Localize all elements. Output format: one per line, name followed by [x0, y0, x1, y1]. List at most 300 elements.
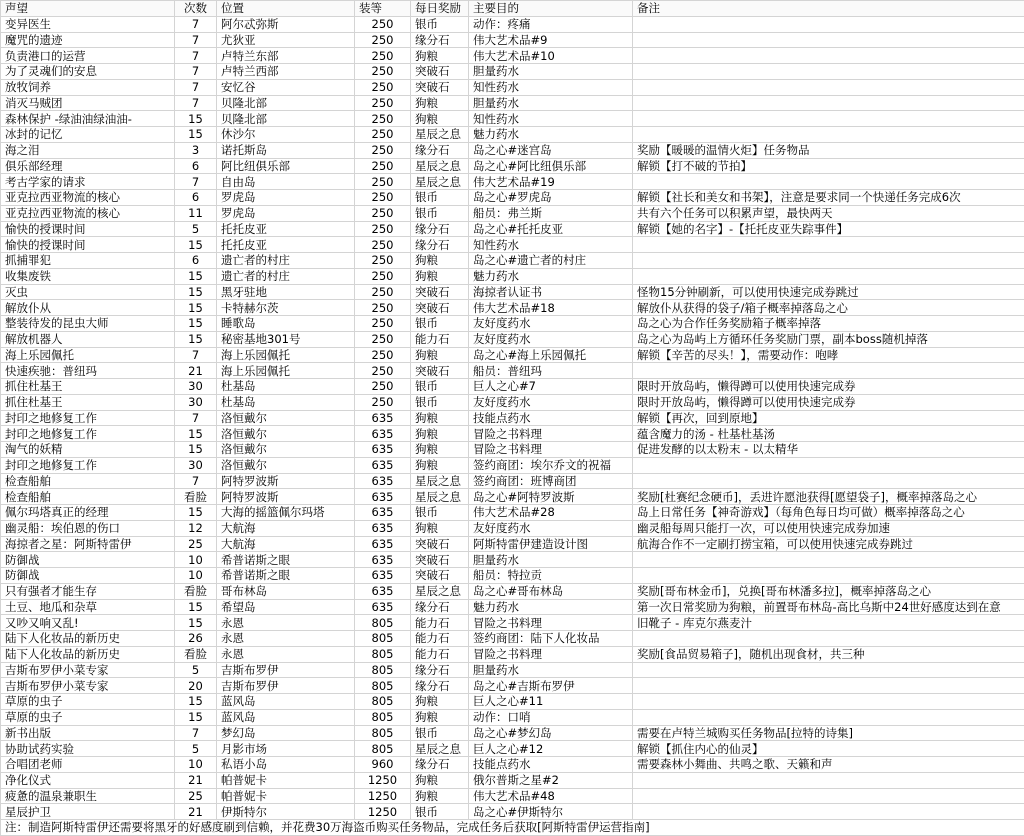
cell-remark[interactable]: 解锁【社长和美女和书架】，注意是要求同一个快递任务完成6次: [633, 190, 1024, 206]
cell-item-level[interactable]: 635: [355, 568, 411, 584]
cell-remark[interactable]: 岛上日常任务【神奇游戏】（每角色每日均可做）概率掉落岛之心: [633, 505, 1024, 521]
cell-reputation[interactable]: 愉快的授课时间: [1, 221, 175, 237]
cell-item-level[interactable]: 250: [355, 237, 411, 253]
cell-remark[interactable]: 奖励[杜赛纪念硬币]，丢进许愿池获得[愿望袋子]，概率掉落岛之心: [633, 489, 1024, 505]
cell-reputation[interactable]: 只有强者才能生存: [1, 583, 175, 599]
cell-count[interactable]: 26: [175, 631, 217, 647]
cell-daily-reward[interactable]: 突破石: [411, 79, 469, 95]
header-cell-daily-reward[interactable]: 每日奖励: [411, 1, 469, 17]
cell-location[interactable]: 海上乐园佩托: [217, 347, 355, 363]
cell-main-purpose[interactable]: 海掠者认证书: [469, 284, 633, 300]
cell-daily-reward[interactable]: 缘分石: [411, 142, 469, 158]
cell-remark[interactable]: 解放仆从获得的袋子/箱子概率掉落岛之心: [633, 300, 1024, 316]
cell-main-purpose[interactable]: 知性药水: [469, 79, 633, 95]
cell-location[interactable]: 大海的摇篮佩尔玛塔: [217, 505, 355, 521]
cell-main-purpose[interactable]: 岛之心#罗虎岛: [469, 190, 633, 206]
cell-count[interactable]: 30: [175, 457, 217, 473]
cell-count[interactable]: 7: [175, 174, 217, 190]
cell-main-purpose[interactable]: 友好度药水: [469, 520, 633, 536]
cell-daily-reward[interactable]: 突破石: [411, 300, 469, 316]
cell-count[interactable]: 15: [175, 111, 217, 127]
cell-count[interactable]: 看脸: [175, 583, 217, 599]
cell-main-purpose[interactable]: 冒险之书料理: [469, 646, 633, 662]
cell-main-purpose[interactable]: 岛之心#吉斯布罗伊: [469, 678, 633, 694]
cell-remark[interactable]: 解锁【打不破的节拍】: [633, 158, 1024, 174]
cell-main-purpose[interactable]: 岛之心#梦幻岛: [469, 725, 633, 741]
cell-reputation[interactable]: 考古学家的请求: [1, 174, 175, 190]
cell-remark[interactable]: [633, 48, 1024, 64]
cell-item-level[interactable]: 635: [355, 426, 411, 442]
cell-location[interactable]: 洛恒戴尔: [217, 442, 355, 458]
cell-reputation[interactable]: 幽灵船：埃伯恩的伤口: [1, 520, 175, 536]
cell-location[interactable]: 卢特兰东部: [217, 48, 355, 64]
cell-main-purpose[interactable]: 签约商团：陆下人化妆品: [469, 631, 633, 647]
cell-reputation[interactable]: 灭虫: [1, 284, 175, 300]
cell-main-purpose[interactable]: 友好度药水: [469, 394, 633, 410]
cell-count[interactable]: 15: [175, 127, 217, 143]
cell-reputation[interactable]: 俱乐部经理: [1, 158, 175, 174]
cell-item-level[interactable]: 250: [355, 284, 411, 300]
cell-count[interactable]: 15: [175, 284, 217, 300]
cell-item-level[interactable]: 250: [355, 111, 411, 127]
footer-note[interactable]: 注：制造阿斯特雷伊还需要将黑牙的好感度刷到信赖，并花费30万海盗币购买任务物品，完成任务后获取[阿斯特雷伊运营指南]: [1, 820, 1024, 836]
cell-remark[interactable]: 解锁【辛苦的尽头！】，需要动作：咆哮: [633, 347, 1024, 363]
cell-remark[interactable]: [633, 568, 1024, 584]
cell-daily-reward[interactable]: 银币: [411, 379, 469, 395]
cell-remark[interactable]: 怪物15分钟刷新，可以使用快速完成券跳过: [633, 284, 1024, 300]
cell-reputation[interactable]: 愉快的授课时间: [1, 237, 175, 253]
cell-count[interactable]: 7: [175, 79, 217, 95]
cell-location[interactable]: 卡特赫尔茨: [217, 300, 355, 316]
cell-location[interactable]: 杜基岛: [217, 394, 355, 410]
cell-remark[interactable]: 岛之心为合作任务奖励箱子概率掉落: [633, 316, 1024, 332]
cell-reputation[interactable]: 海之泪: [1, 142, 175, 158]
cell-location[interactable]: 卢特兰西部: [217, 64, 355, 80]
cell-count[interactable]: 7: [175, 725, 217, 741]
cell-item-level[interactable]: 250: [355, 174, 411, 190]
cell-remark[interactable]: [633, 268, 1024, 284]
cell-location[interactable]: 帕普妮卡: [217, 772, 355, 788]
cell-location[interactable]: 梦幻岛: [217, 725, 355, 741]
cell-reputation[interactable]: 抓住杜基王: [1, 379, 175, 395]
cell-remark[interactable]: [633, 64, 1024, 80]
cell-item-level[interactable]: 635: [355, 520, 411, 536]
cell-count[interactable]: 7: [175, 32, 217, 48]
cell-location[interactable]: 阿特罗波斯: [217, 489, 355, 505]
cell-daily-reward[interactable]: 狗粮: [411, 48, 469, 64]
cell-count[interactable]: 15: [175, 599, 217, 615]
cell-main-purpose[interactable]: 魅力药水: [469, 599, 633, 615]
cell-reputation[interactable]: 变异医生: [1, 16, 175, 32]
cell-count[interactable]: 7: [175, 64, 217, 80]
cell-item-level[interactable]: 635: [355, 583, 411, 599]
cell-main-purpose[interactable]: 阿斯特雷伊建造设计图: [469, 536, 633, 552]
cell-daily-reward[interactable]: 狗粮: [411, 410, 469, 426]
cell-item-level[interactable]: 250: [355, 16, 411, 32]
cell-location[interactable]: 阿特罗波斯: [217, 473, 355, 489]
cell-remark[interactable]: [633, 32, 1024, 48]
cell-count[interactable]: 11: [175, 205, 217, 221]
cell-count[interactable]: 7: [175, 48, 217, 64]
cell-remark[interactable]: [633, 79, 1024, 95]
cell-main-purpose[interactable]: 岛之心#海上乐园佩托: [469, 347, 633, 363]
cell-daily-reward[interactable]: 银币: [411, 394, 469, 410]
cell-reputation[interactable]: 合唱团老师: [1, 757, 175, 773]
header-cell-main-purpose[interactable]: 主要目的: [469, 1, 633, 17]
cell-count[interactable]: 15: [175, 300, 217, 316]
cell-main-purpose[interactable]: 巨人之心#11: [469, 694, 633, 710]
cell-location[interactable]: 吉斯布罗伊: [217, 662, 355, 678]
cell-remark[interactable]: 解锁【她的名字】-【托托皮亚失踪事件】: [633, 221, 1024, 237]
cell-item-level[interactable]: 250: [355, 221, 411, 237]
cell-item-level[interactable]: 805: [355, 662, 411, 678]
cell-remark[interactable]: 奖励【暖暖的温情火炬】任务物品: [633, 142, 1024, 158]
cell-daily-reward[interactable]: 星辰之息: [411, 127, 469, 143]
cell-daily-reward[interactable]: 狗粮: [411, 111, 469, 127]
cell-item-level[interactable]: 250: [355, 48, 411, 64]
cell-count[interactable]: 15: [175, 442, 217, 458]
cell-location[interactable]: 洛恒戴尔: [217, 457, 355, 473]
cell-daily-reward[interactable]: 缘分石: [411, 599, 469, 615]
cell-item-level[interactable]: 635: [355, 552, 411, 568]
cell-remark[interactable]: 奖励[哥布林金币]，兑换[哥布林潘多拉]，概率掉落岛之心: [633, 583, 1024, 599]
cell-remark[interactable]: [633, 662, 1024, 678]
cell-daily-reward[interactable]: 突破石: [411, 284, 469, 300]
cell-count[interactable]: 7: [175, 410, 217, 426]
cell-count[interactable]: 21: [175, 804, 217, 820]
cell-item-level[interactable]: 960: [355, 757, 411, 773]
cell-count[interactable]: 25: [175, 536, 217, 552]
cell-location[interactable]: 黑牙驻地: [217, 284, 355, 300]
cell-location[interactable]: 贝隆北部: [217, 111, 355, 127]
cell-main-purpose[interactable]: 动作：口哨: [469, 709, 633, 725]
cell-item-level[interactable]: 250: [355, 142, 411, 158]
cell-main-purpose[interactable]: 岛之心#迷宫岛: [469, 142, 633, 158]
cell-remark[interactable]: 需要森林小舞曲、共鸣之歌、天籁和声: [633, 757, 1024, 773]
cell-item-level[interactable]: 250: [355, 347, 411, 363]
cell-reputation[interactable]: 负责港口的运营: [1, 48, 175, 64]
cell-count[interactable]: 看脸: [175, 646, 217, 662]
cell-count[interactable]: 6: [175, 190, 217, 206]
cell-item-level[interactable]: 805: [355, 678, 411, 694]
cell-daily-reward[interactable]: 能力石: [411, 331, 469, 347]
cell-count[interactable]: 30: [175, 379, 217, 395]
cell-daily-reward[interactable]: 狗粮: [411, 426, 469, 442]
cell-reputation[interactable]: 放牧饲养: [1, 79, 175, 95]
cell-location[interactable]: 尤狄亚: [217, 32, 355, 48]
cell-daily-reward[interactable]: 缘分石: [411, 32, 469, 48]
cell-reputation[interactable]: 陆下人化妆品的新历史: [1, 646, 175, 662]
cell-reputation[interactable]: 检查船舶: [1, 473, 175, 489]
cell-count[interactable]: 21: [175, 363, 217, 379]
header-cell-location[interactable]: 位置: [217, 1, 355, 17]
cell-remark[interactable]: 蕴含魔力的汤 - 杜基杜基汤: [633, 426, 1024, 442]
cell-remark[interactable]: 解锁【抓住内心的仙灵】: [633, 741, 1024, 757]
cell-count[interactable]: 3: [175, 142, 217, 158]
cell-item-level[interactable]: 635: [355, 442, 411, 458]
cell-item-level[interactable]: 250: [355, 379, 411, 395]
cell-reputation[interactable]: 净化仪式: [1, 772, 175, 788]
cell-daily-reward[interactable]: 星辰之息: [411, 741, 469, 757]
cell-daily-reward[interactable]: 狗粮: [411, 253, 469, 269]
cell-main-purpose[interactable]: 岛之心#伊斯特尔: [469, 804, 633, 820]
cell-daily-reward[interactable]: 星辰之息: [411, 473, 469, 489]
cell-reputation[interactable]: 新书出版: [1, 725, 175, 741]
cell-main-purpose[interactable]: 伟大艺术品#48: [469, 788, 633, 804]
cell-main-purpose[interactable]: 岛之心#托托皮亚: [469, 221, 633, 237]
cell-reputation[interactable]: 防御战: [1, 568, 175, 584]
cell-remark[interactable]: 岛之心为岛屿上方循环任务奖励门票，副本boss随机掉落: [633, 331, 1024, 347]
cell-daily-reward[interactable]: 能力石: [411, 646, 469, 662]
cell-daily-reward[interactable]: 狗粮: [411, 347, 469, 363]
cell-remark[interactable]: [633, 174, 1024, 190]
cell-item-level[interactable]: 635: [355, 536, 411, 552]
cell-daily-reward[interactable]: 狗粮: [411, 442, 469, 458]
cell-location[interactable]: 永恩: [217, 646, 355, 662]
cell-item-level[interactable]: 250: [355, 300, 411, 316]
cell-daily-reward[interactable]: 狗粮: [411, 457, 469, 473]
cell-location[interactable]: 大航海: [217, 536, 355, 552]
cell-reputation[interactable]: 抓住杜基王: [1, 394, 175, 410]
cell-remark[interactable]: [633, 127, 1024, 143]
cell-reputation[interactable]: 佩尔玛塔真正的经理: [1, 505, 175, 521]
cell-main-purpose[interactable]: 友好度药水: [469, 316, 633, 332]
cell-daily-reward[interactable]: 突破石: [411, 363, 469, 379]
cell-location[interactable]: 诺托斯岛: [217, 142, 355, 158]
cell-main-purpose[interactable]: 友好度药水: [469, 331, 633, 347]
cell-remark[interactable]: [633, 95, 1024, 111]
header-cell-count[interactable]: 次数: [175, 1, 217, 17]
cell-remark[interactable]: [633, 678, 1024, 694]
cell-count[interactable]: 6: [175, 158, 217, 174]
header-cell-reputation[interactable]: 声望: [1, 1, 175, 17]
cell-main-purpose[interactable]: 知性药水: [469, 237, 633, 253]
cell-location[interactable]: 私语小岛: [217, 757, 355, 773]
cell-main-purpose[interactable]: 巨人之心#7: [469, 379, 633, 395]
cell-reputation[interactable]: 整装待发的昆虫大师: [1, 316, 175, 332]
cell-daily-reward[interactable]: 狗粮: [411, 788, 469, 804]
cell-daily-reward[interactable]: 狗粮: [411, 520, 469, 536]
cell-count[interactable]: 7: [175, 473, 217, 489]
cell-main-purpose[interactable]: 伟大艺术品#10: [469, 48, 633, 64]
cell-main-purpose[interactable]: 技能点药水: [469, 757, 633, 773]
cell-reputation[interactable]: 封印之地修复工作: [1, 457, 175, 473]
cell-daily-reward[interactable]: 缘分石: [411, 757, 469, 773]
cell-reputation[interactable]: 快速疾驰：普纽玛: [1, 363, 175, 379]
cell-count[interactable]: 20: [175, 678, 217, 694]
cell-location[interactable]: 希望岛: [217, 599, 355, 615]
cell-remark[interactable]: [633, 237, 1024, 253]
cell-count[interactable]: 15: [175, 505, 217, 521]
cell-remark[interactable]: [633, 709, 1024, 725]
cell-daily-reward[interactable]: 缘分石: [411, 237, 469, 253]
cell-reputation[interactable]: 抓捕罪犯: [1, 253, 175, 269]
cell-item-level[interactable]: 250: [355, 127, 411, 143]
cell-item-level[interactable]: 805: [355, 631, 411, 647]
cell-main-purpose[interactable]: 伟大艺术品#28: [469, 505, 633, 521]
cell-daily-reward[interactable]: 星辰之息: [411, 158, 469, 174]
cell-location[interactable]: 蓝风岛: [217, 709, 355, 725]
cell-location[interactable]: 吉斯布罗伊: [217, 678, 355, 694]
cell-location[interactable]: 安忆谷: [217, 79, 355, 95]
cell-count[interactable]: 10: [175, 757, 217, 773]
cell-location[interactable]: 大航海: [217, 520, 355, 536]
cell-location[interactable]: 罗虎岛: [217, 205, 355, 221]
cell-daily-reward[interactable]: 星辰之息: [411, 489, 469, 505]
cell-main-purpose[interactable]: 伟大艺术品#18: [469, 300, 633, 316]
cell-reputation[interactable]: 陆下人化妆品的新历史: [1, 631, 175, 647]
cell-count[interactable]: 15: [175, 268, 217, 284]
cell-location[interactable]: 洛恒戴尔: [217, 426, 355, 442]
cell-item-level[interactable]: 250: [355, 158, 411, 174]
header-cell-remark[interactable]: 备注: [633, 1, 1024, 17]
cell-remark[interactable]: [633, 631, 1024, 647]
cell-main-purpose[interactable]: 伟大艺术品#9: [469, 32, 633, 48]
cell-remark[interactable]: 解锁【再次，回到原地】: [633, 410, 1024, 426]
cell-location[interactable]: 永恩: [217, 631, 355, 647]
cell-main-purpose[interactable]: 岛之心#阿比纽俱乐部: [469, 158, 633, 174]
cell-main-purpose[interactable]: 胆量药水: [469, 95, 633, 111]
cell-daily-reward[interactable]: 星辰之息: [411, 583, 469, 599]
cell-count[interactable]: 15: [175, 709, 217, 725]
cell-daily-reward[interactable]: 银币: [411, 16, 469, 32]
cell-remark[interactable]: 旧靴子 - 库克尔燕麦汁: [633, 615, 1024, 631]
cell-reputation[interactable]: 解放机器人: [1, 331, 175, 347]
cell-reputation[interactable]: 收集废铁: [1, 268, 175, 284]
cell-daily-reward[interactable]: 突破石: [411, 64, 469, 80]
cell-daily-reward[interactable]: 突破石: [411, 568, 469, 584]
cell-count[interactable]: 15: [175, 316, 217, 332]
cell-daily-reward[interactable]: 银币: [411, 190, 469, 206]
cell-count[interactable]: 21: [175, 772, 217, 788]
cell-location[interactable]: 伊斯特尔: [217, 804, 355, 820]
cell-location[interactable]: 睡歌岛: [217, 316, 355, 332]
cell-count[interactable]: 15: [175, 237, 217, 253]
cell-main-purpose[interactable]: 冒险之书料理: [469, 442, 633, 458]
cell-reputation[interactable]: 海掠者之星：阿斯特雷伊: [1, 536, 175, 552]
cell-item-level[interactable]: 805: [355, 709, 411, 725]
cell-count[interactable]: 15: [175, 426, 217, 442]
cell-main-purpose[interactable]: 魅力药水: [469, 127, 633, 143]
cell-daily-reward[interactable]: 能力石: [411, 631, 469, 647]
cell-main-purpose[interactable]: 伟大艺术品#19: [469, 174, 633, 190]
cell-reputation[interactable]: 消灭马贼团: [1, 95, 175, 111]
cell-remark[interactable]: [633, 788, 1024, 804]
cell-item-level[interactable]: 250: [355, 268, 411, 284]
cell-main-purpose[interactable]: 技能点药水: [469, 410, 633, 426]
cell-item-level[interactable]: 805: [355, 615, 411, 631]
cell-main-purpose[interactable]: 胆量药水: [469, 552, 633, 568]
cell-location[interactable]: 海上乐园佩托: [217, 363, 355, 379]
cell-item-level[interactable]: 250: [355, 95, 411, 111]
cell-main-purpose[interactable]: 胆量药水: [469, 662, 633, 678]
cell-main-purpose[interactable]: 胆量药水: [469, 64, 633, 80]
cell-daily-reward[interactable]: 缘分石: [411, 221, 469, 237]
cell-count[interactable]: 15: [175, 694, 217, 710]
cell-remark[interactable]: 第一次日常奖励为狗粮，前置哥布林岛-高比乌斯中24世好感度达到在意: [633, 599, 1024, 615]
cell-count[interactable]: 7: [175, 95, 217, 111]
cell-remark[interactable]: [633, 111, 1024, 127]
cell-main-purpose[interactable]: 岛之心#阿特罗波斯: [469, 489, 633, 505]
cell-location[interactable]: 洛恒戴尔: [217, 410, 355, 426]
cell-reputation[interactable]: 亚克拉西亚物流的核心: [1, 190, 175, 206]
cell-reputation[interactable]: 冰封的记忆: [1, 127, 175, 143]
cell-count[interactable]: 10: [175, 568, 217, 584]
cell-daily-reward[interactable]: 能力石: [411, 615, 469, 631]
cell-remark[interactable]: [633, 552, 1024, 568]
cell-location[interactable]: 阿尔忒弥斯: [217, 16, 355, 32]
cell-main-purpose[interactable]: 签约商团：班博商团: [469, 473, 633, 489]
cell-remark[interactable]: [633, 16, 1024, 32]
cell-reputation[interactable]: 防御战: [1, 552, 175, 568]
cell-location[interactable]: 托托皮亚: [217, 237, 355, 253]
cell-main-purpose[interactable]: 动作：疼痛: [469, 16, 633, 32]
cell-main-purpose[interactable]: 船员：特拉贡: [469, 568, 633, 584]
cell-location[interactable]: 遗亡者的村庄: [217, 253, 355, 269]
cell-daily-reward[interactable]: 银币: [411, 205, 469, 221]
cell-daily-reward[interactable]: 狗粮: [411, 709, 469, 725]
cell-reputation[interactable]: 草原的虫子: [1, 694, 175, 710]
cell-reputation[interactable]: 星辰护卫: [1, 804, 175, 820]
cell-remark[interactable]: 促进发酵的以太粉末 - 以太精华: [633, 442, 1024, 458]
cell-remark[interactable]: 需要在卢特兰城购买任务物品[拉特的诗集]: [633, 725, 1024, 741]
cell-item-level[interactable]: 635: [355, 473, 411, 489]
cell-reputation[interactable]: 森林保护 -绿油油绿油油-: [1, 111, 175, 127]
cell-daily-reward[interactable]: 狗粮: [411, 268, 469, 284]
cell-count[interactable]: 12: [175, 520, 217, 536]
cell-location[interactable]: 阿比纽俱乐部: [217, 158, 355, 174]
cell-item-level[interactable]: 250: [355, 79, 411, 95]
cell-location[interactable]: 秘密基地301号: [217, 331, 355, 347]
cell-location[interactable]: 蓝风岛: [217, 694, 355, 710]
cell-reputation[interactable]: 为了灵魂们的安息: [1, 64, 175, 80]
cell-main-purpose[interactable]: 知性药水: [469, 111, 633, 127]
cell-remark[interactable]: [633, 473, 1024, 489]
cell-count[interactable]: 15: [175, 331, 217, 347]
cell-count[interactable]: 5: [175, 221, 217, 237]
cell-main-purpose[interactable]: 冒险之书料理: [469, 426, 633, 442]
cell-daily-reward[interactable]: 银币: [411, 316, 469, 332]
cell-item-level[interactable]: 250: [355, 253, 411, 269]
cell-reputation[interactable]: 疲惫的温泉兼职生: [1, 788, 175, 804]
cell-item-level[interactable]: 1250: [355, 788, 411, 804]
cell-item-level[interactable]: 250: [355, 394, 411, 410]
cell-reputation[interactable]: 封印之地修复工作: [1, 426, 175, 442]
cell-remark[interactable]: [633, 772, 1024, 788]
cell-count[interactable]: 7: [175, 16, 217, 32]
cell-count[interactable]: 5: [175, 662, 217, 678]
cell-remark[interactable]: [633, 253, 1024, 269]
cell-reputation[interactable]: 海上乐园佩托: [1, 347, 175, 363]
cell-daily-reward[interactable]: 缘分石: [411, 662, 469, 678]
cell-location[interactable]: 帕普妮卡: [217, 788, 355, 804]
cell-remark[interactable]: 航海合作不一定刷打捞宝箱，可以使用快速完成券跳过: [633, 536, 1024, 552]
cell-item-level[interactable]: 250: [355, 363, 411, 379]
cell-remark[interactable]: [633, 804, 1024, 820]
cell-item-level[interactable]: 805: [355, 694, 411, 710]
cell-main-purpose[interactable]: 俄尔普斯之星#2: [469, 772, 633, 788]
cell-remark[interactable]: 共有六个任务可以积累声望，最快两天: [633, 205, 1024, 221]
cell-item-level[interactable]: 805: [355, 741, 411, 757]
cell-daily-reward[interactable]: 银币: [411, 804, 469, 820]
cell-reputation[interactable]: 又吵又响又乱!: [1, 615, 175, 631]
cell-location[interactable]: 自由岛: [217, 174, 355, 190]
cell-count[interactable]: 看脸: [175, 489, 217, 505]
cell-count[interactable]: 5: [175, 741, 217, 757]
cell-item-level[interactable]: 805: [355, 646, 411, 662]
cell-main-purpose[interactable]: 巨人之心#12: [469, 741, 633, 757]
cell-location[interactable]: 哥布林岛: [217, 583, 355, 599]
